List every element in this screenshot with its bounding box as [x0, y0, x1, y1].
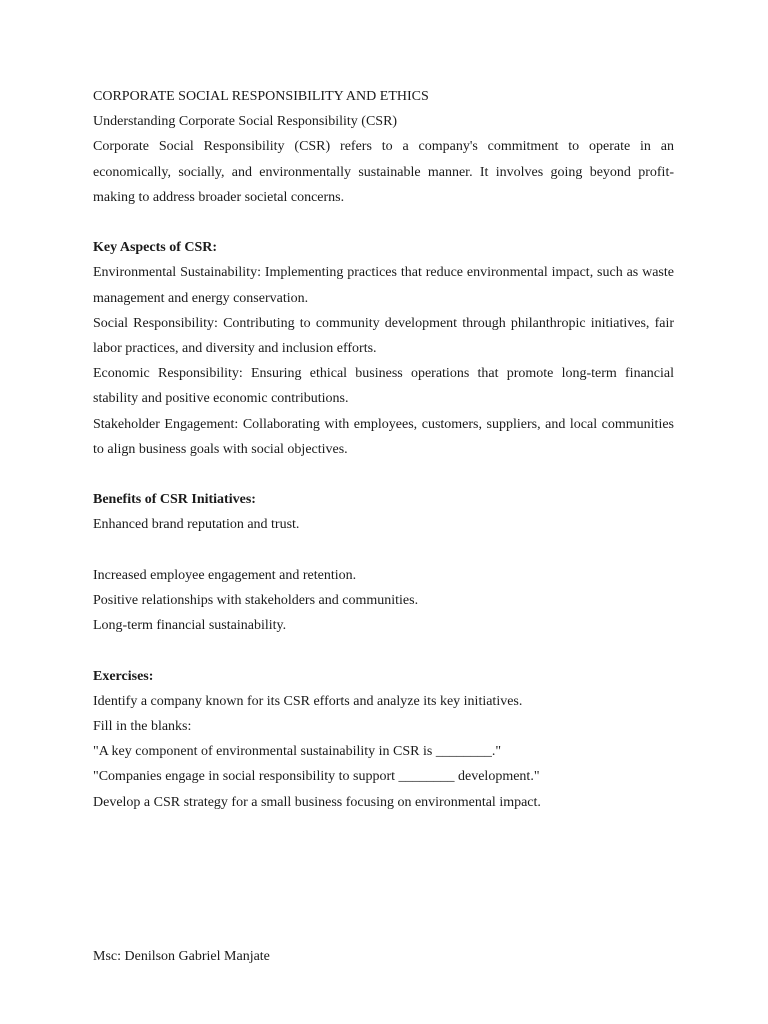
benefit-item: Increased employee engagement and retention. [93, 567, 357, 583]
author-footer: Msc: Denilson Gabriel Manjate [93, 949, 270, 964]
key-aspect-item: Social Responsibility: Contributing to community development through philanthropic initiatives, fair labor practices, and diversity and inclusion efforts. [93, 315, 674, 357]
exercises-heading: Exercises: [93, 668, 154, 684]
key-aspect-item: Environmental Sustainability: Implementing practices that reduce environmental impact, such as waste management and energy conservation. [93, 265, 674, 306]
spacer [93, 462, 674, 487]
document-subtitle: Understanding Corporate Social Responsibility (CSR) [93, 114, 398, 130]
key-aspect-item: Stakeholder Engagement: Collaborating with employees, customers, suppliers, and local communities to align business goals with social objectives. [93, 416, 674, 457]
benefits-heading: Benefits of CSR Initiatives: [93, 492, 256, 508]
spacer [93, 638, 674, 663]
benefit-item: Positive relationships with stakeholders and communities. [93, 593, 419, 609]
key-aspect-item: Economic Responsibility: Ensuring ethical business operations that promote long-term financial stability and positive economic contributions. [93, 366, 674, 407]
document-title: CORPORATE SOCIAL RESPONSIBILITY AND ETHICS [93, 89, 429, 104]
exercise-item: Develop a CSR strategy for a small business focusing on environmental impact. [93, 794, 541, 810]
exercise-item: Identify a company known for its CSR efforts and analyze its key initiatives. [93, 693, 523, 709]
exercise-item: "Companies engage in social responsibility to support ________ development." [93, 769, 540, 785]
spacer [93, 538, 674, 563]
spacer [93, 210, 674, 235]
document-body [93, 84, 674, 815]
key-aspects-heading: Key Aspects of CSR: [93, 240, 218, 256]
benefit-item: Enhanced brand reputation and trust. [93, 517, 300, 533]
intro-paragraph: Corporate Social Responsibility (CSR) refers to a company's commitment to operate in an economically, socially, and environmentally sustainable manner. It involves going beyond profit-making to address broader societal concerns. [93, 139, 674, 205]
benefit-item: Long-term financial sustainability. [93, 618, 287, 634]
exercise-item: Fill in the blanks: [93, 719, 192, 735]
exercise-item: "A key component of environmental sustainability in CSR is ________." [93, 744, 502, 760]
